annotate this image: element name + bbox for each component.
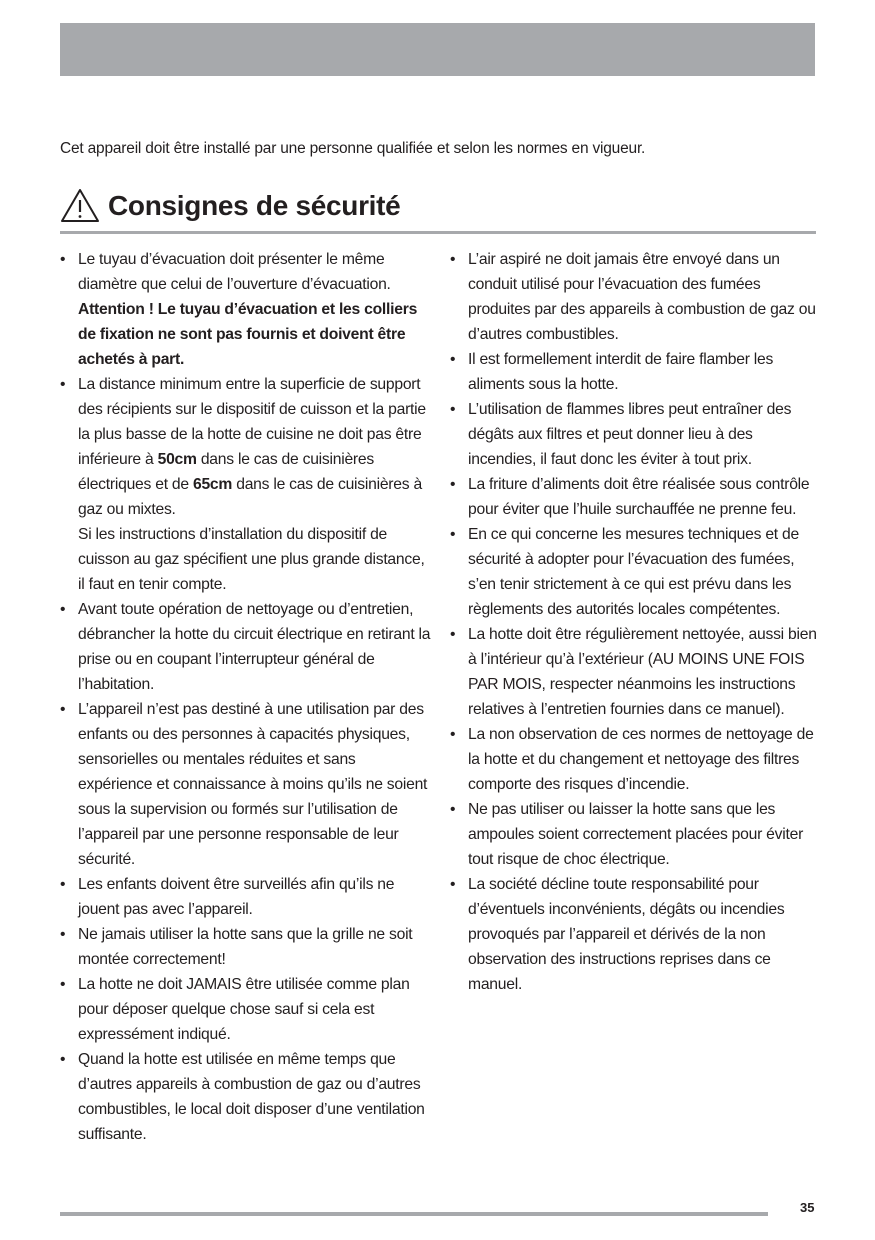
list-item: • L’utilisation de flammes libres peut entraîner des dégâts aux filtres et peut donner lieu à des incendies, il faut donc les éviter à tout prix. bbox=[450, 397, 822, 472]
footer-divider bbox=[60, 1212, 768, 1216]
list-item: • En ce qui concerne les mesures techniques et de sécurité à adopter pour l’évacuation des fumées, s’en tenir strictement à ce qui est prévu dans les règlements des autorités locales compétentes. bbox=[450, 522, 822, 622]
list-item: • La hotte doit être régulièrement nettoyée, aussi bien à l’intérieur qu’à l’extérieur (AU MOINS UNE FOIS PAR MOIS, respecter néanmoins les instructions relatives à l’entretien fournies dans ce manuel). bbox=[450, 622, 822, 722]
list-item: • La hotte ne doit JAMAIS être utilisée comme plan pour déposer quelque chose sauf si cela est expressément indiqué. bbox=[60, 972, 432, 1047]
left-column bbox=[60, 247, 432, 1147]
list-item: • La distance minimum entre la superficie de support des récipients sur le dispositif de cuisson et la partie la plus basse de la hotte de cuisine ne doit pas être inférieure à 50cm dans le cas de cuisinières électriques et de 65cm dans le cas de cuisinières à gaz ou mixtes. Si les instructions d’installation du dispositif de cuisson au gaz spécifient une plus grande distance, il faut en tenir compte. bbox=[60, 372, 432, 597]
section-heading bbox=[60, 186, 400, 226]
list-item: • L’appareil n’est pas destiné à une utilisation par des enfants ou des personnes à capacités physiques, sensorielles ou mentales réduites et sans expérience et connaissance à moins qu’ils ne soient sous la supervision ou formés sur l’utilisation de l’appareil par une personne responsable de leur sécurité. bbox=[60, 697, 432, 872]
list-item: • Le tuyau d’évacuation doit présenter le même diamètre que celui de l’ouverture d’évacuation. Attention ! Le tuyau d’évacuation et les colliers de fixation ne sont pas fournis et doivent être achetés à part. bbox=[60, 247, 432, 372]
page-number: 35 bbox=[800, 1200, 815, 1215]
list-item: • Les enfants doivent être surveillés afin qu’ils ne jouent pas avec l’appareil. bbox=[60, 872, 432, 922]
warning-triangle-icon bbox=[60, 188, 100, 224]
list-item: • Quand la hotte est utilisée en même temps que d’autres appareils à combustion de gaz ou d’autres combustibles, le local doit disposer d’une ventilation suffisante. bbox=[60, 1047, 432, 1147]
list-item: • La friture d’aliments doit être réalisée sous contrôle pour éviter que l’huile surchauffée ne prenne feu. bbox=[450, 472, 822, 522]
list-item: • La société décline toute responsabilité pour d’éventuels inconvénients, dégâts ou incendies provoqués par l’appareil et dérivés de la non observation des instructions reprises dans ce manuel. bbox=[450, 872, 822, 997]
section-title: Consignes de sécurité bbox=[108, 190, 401, 221]
list-item: • L’air aspiré ne doit jamais être envoyé dans un conduit utilisé pour l’évacuation des fumées produites par des appareils à combustion de gaz ou d’autres combustibles. bbox=[450, 247, 822, 347]
list-item: • Il est formellement interdit de faire flamber les aliments sous la hotte. bbox=[450, 347, 822, 397]
heading-divider bbox=[60, 231, 816, 234]
list-item: • La non observation de ces normes de nettoyage de la hotte et du changement et nettoyage des filtres comporte des risques d’incendie. bbox=[450, 722, 822, 797]
list-item: • Ne pas utiliser ou laisser la hotte sans que les ampoules soient correctement placées pour éviter tout risque de choc électrique. bbox=[450, 797, 822, 872]
intro-text: Cet appareil doit être installé par une personne qualifiée et selon les normes en vigueur. bbox=[60, 140, 646, 157]
list-item: • Ne jamais utiliser la hotte sans que la grille ne soit montée correctement! bbox=[60, 922, 432, 972]
header-bar bbox=[60, 23, 815, 76]
list-item: • Avant toute opération de nettoyage ou d’entretien, débrancher la hotte du circuit électrique en retirant la prise ou en coupant l’interrupteur général de l’habitation. bbox=[60, 597, 432, 697]
right-column bbox=[450, 247, 822, 997]
